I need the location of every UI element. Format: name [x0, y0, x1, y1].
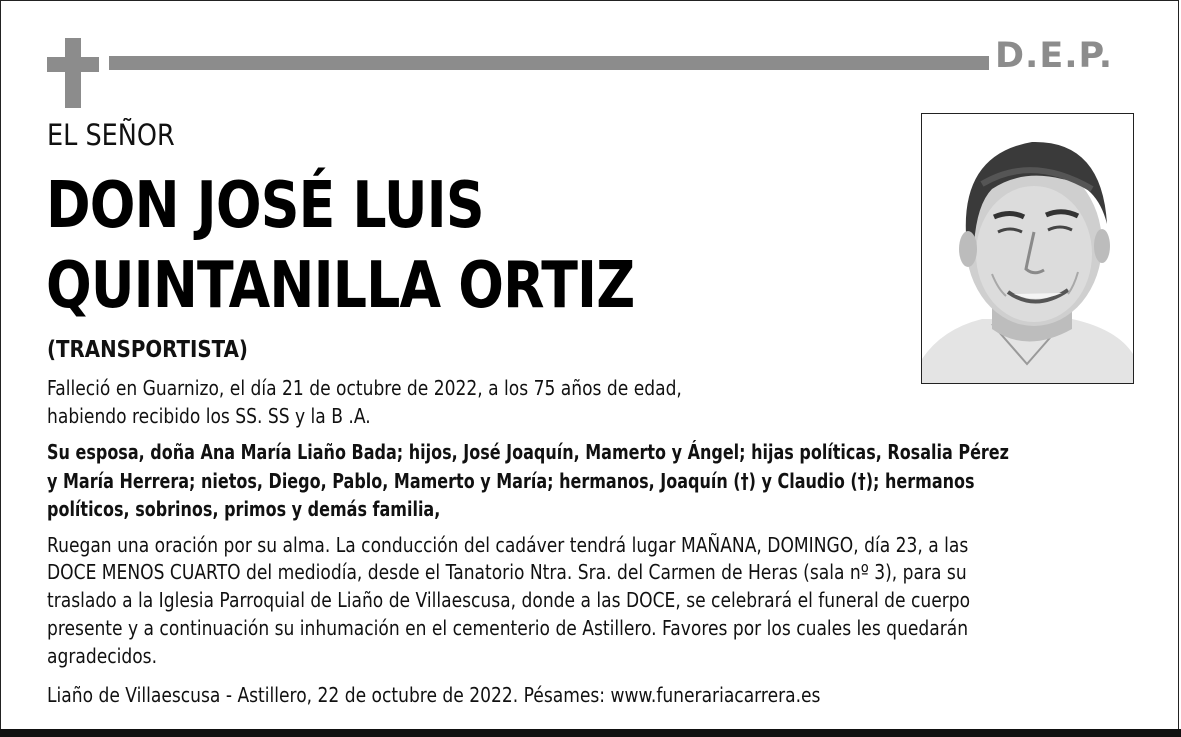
ceremony-line2: DOCE MENOS CUARTO del mediodía, desde el Tanatorio Ntra. Sra. del Carmen de Heras (sala nº 3), para su [47, 560, 967, 584]
death-info-line2: habiendo recibido los SS. SS y la B .A. [47, 404, 371, 428]
ceremony-line1: Ruegan una oración por su alma. La conducción del cadáver tendrá lugar MAÑANA, DOMINGO, día 23, a las [47, 533, 969, 557]
portrait-illustration [922, 114, 1133, 383]
portrait-photo [921, 113, 1134, 384]
title-prefix: EL SEÑOR [47, 118, 175, 152]
death-info-line1: Falleció en Guarnizo, el día 21 de octubre de 2022, a los 75 años de edad, [47, 376, 682, 400]
family-line3: políticos, sobrinos, primos y demás familia, [47, 497, 441, 521]
deceased-name-line2: QUINTANILLA ORTIZ [46, 249, 635, 323]
family-line2: y María Herrera; nietos, Diego, Pablo, Mamerto y María; hermanos, Joaquín (†) y Claudio (†); hermanos [47, 469, 975, 493]
cross-icon-bar [47, 57, 99, 72]
footer-line: Liaño de Villaescusa - Astillero, 22 de octubre de 2022. Pésames: www.funerariacarrera.es [47, 683, 821, 707]
header-rule [109, 56, 989, 70]
ceremony-line5: agradecidos. [47, 644, 158, 668]
ceremony-line4: presente y a continuación su inhumación en el cementerio de Astillero. Favores por los cuales les quedarán [47, 616, 969, 640]
ceremony-line3: traslado a la Iglesia Parroquial de Liaño de Villaescusa, donde a las DOCE, se celebrará el funeral de cuerpo [47, 588, 971, 612]
bottom-border [0, 729, 1181, 737]
dep-label: D.E.P. [995, 36, 1114, 76]
family-line1: Su esposa, doña Ana María Liaño Bada; hijos, José Joaquín, Mamerto y Ángel; hijas políticas, Rosalia Pérez [47, 440, 1009, 464]
cross-icon [65, 38, 81, 108]
profession: (TRANSPORTISTA) [47, 337, 248, 363]
deceased-name-line1: DON JOSÉ LUIS [46, 169, 484, 243]
